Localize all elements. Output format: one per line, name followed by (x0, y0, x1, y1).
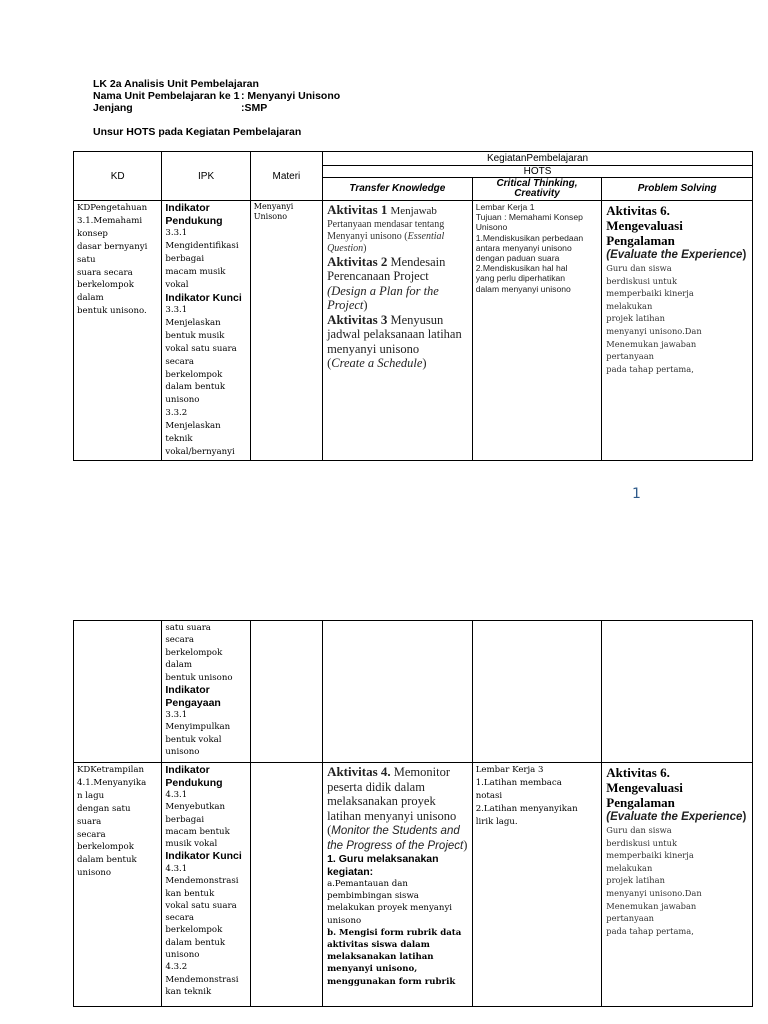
ipk-cell: Indikator Pendukung 3.3.1 Mengidentifikasi berbagai macam musik vokal Indikator Kunci 3.3.1 Menjelaskan bentuk musik vokal satu suara secara berkelompok dalam bentuk unisono 3.3.2 Menjelaskan teknik vokal/bernyanyi (162, 201, 250, 461)
kd-empty-cell (74, 621, 162, 763)
materi-empty-cell-2 (250, 763, 322, 1007)
unit-name-label: Nama Unit Pembelajaran ke 1 (93, 90, 240, 102)
materi-empty-cell (250, 621, 322, 763)
transfer-knowledge-header: Transfer Knowledge (323, 178, 473, 201)
kd-keterampilan-cell: KDKetrampilan 4.1.Menyanyika n lagu dengan satu suara secara berkelompok dalam bentuk unisono (74, 763, 162, 1007)
transfer-empty-cell (323, 621, 473, 763)
aktivitas-3-title: Aktivitas 3 (327, 311, 388, 327)
problem-solving-header: Problem Solving (602, 178, 753, 201)
guru-kegiatan-title: 1. Guru melaksanakan kegiatan: (327, 853, 439, 878)
ipk-header: IPK (162, 152, 250, 201)
level-value: :SMP (241, 102, 268, 114)
critical-thinking-header: Critical Thinking, Creativity (472, 178, 602, 201)
aktivitas-4-title: Aktivitas 4. (327, 764, 391, 779)
level-label: Jenjang (93, 102, 133, 114)
ipk-keterampilan-cell: Indikator Pendukung 4.3.1 Menyebutkan berbagai macam bentuk musik vokal Indikator Kunci 4.3.1 Mendemonstrasi kan bentuk vokal satu suara secara berkelompok dalam bentuk unisono 4.3.2 Mendemonstrasi kan teknik (162, 763, 250, 1007)
aktivitas-6-title: Aktivitas 6. (606, 203, 670, 218)
problem-solving-cell-2: Aktivitas 6. Mengevaluasi Pengalaman (Evaluate the Experience) Guru dan siswa berdiskusi untuk memperbaiki kinerja melakukan projek latihan menyanyi unisono.Dan Menemukan jawaban pertanyaan pada tahap pertama, (602, 763, 753, 1007)
indikator-kunci-title: Indikator Kunci (165, 291, 242, 304)
analysis-table-2 (73, 620, 753, 1007)
transfer-knowledge-cell: Aktivitas 1 Menjawab Pertanyaan mendasar tentang Menyanyi unisono (Essential Question) Aktivitas 2 Mendesain Perencanaan Project (Design a Plan for the Project) Aktivitas 3 Menyusun jadwal pelaksanaan latihan menyanyi unisono (Create a Schedule) (323, 201, 473, 461)
unit-name-value: : Menyanyi Unisono (241, 90, 341, 102)
problem-solving-cell: Aktivitas 6. Mengevaluasi Pengalaman (Evaluate the Experience) Guru dan siswa berdiskusi untuk memperbaiki kinerja melakukan projek latihan menyanyi unisono.Dan Menemukan jawaban pertanyaan pada tahap pertama, (602, 201, 753, 461)
ipk-continued-cell: satu suara secara berkelompok dalam bentuk unisono Indikator Pengayaan 3.3.1 Menyimpulkan bentuk vokal unisono (162, 621, 250, 763)
analysis-table-1 (73, 151, 753, 461)
kd-pengetahuan-cell: KDPengetahuan 3.1.Memahami konsep dasar bernyanyi satu suara secara berkelompok dalam bentuk unisono. (74, 201, 162, 461)
lembar-kerja-3-cell: Lembar Kerja 3 1.Latihan membaca notasi 2.Latihan menyanyikan lirik lagu. (472, 763, 602, 1007)
materi-header: Materi (250, 152, 322, 201)
indikator-pengayaan-title: Indikator Pengayaan (165, 684, 221, 709)
aktivitas-6-title-2: Aktivitas 6. (606, 765, 670, 780)
critical-empty-cell (472, 621, 602, 763)
problem-empty-cell (602, 621, 753, 763)
indikator-pendukung-title: Indikator Pendukung (165, 202, 223, 227)
lembar-kerja-1-cell: Lembar Kerja 1 Tujuan : Memahami Konsep Unisono 1.Mendiskusikan perbedaan antara menyanyi unisono dengan paduan suara 2.Mendiskusikan hal hal yang perlu diperhatikan dalam menyanyi unisono (472, 201, 602, 461)
page-number: 1 (632, 486, 641, 502)
hots-heading: Unsur HOTS pada Kegiatan Pembelajaran (93, 126, 302, 138)
aktivitas-2-title: Aktivitas 2 (327, 253, 388, 269)
materi-cell: Menyanyi Unisono (250, 201, 322, 461)
indikator-pendukung-title-2: Indikator Pendukung (165, 764, 223, 789)
transfer-knowledge-cell-2: Aktivitas 4. Memonitor peserta didik dalam melaksanakan proyek latihan menyanyi unisono (Monitor the Students and the Progress of the Project) 1. Guru melaksanakan kegiatan: a.Pemantauan dan pembimbingan siswa melakukan proyek menyanyi unisono b. Mengisi form rubrik data aktivitas siswa dalam melaksanakan latihan menyanyi unisono, menggunakan form rubrik (323, 763, 473, 1007)
worksheet-title: LK 2a Analisis Unit Pembelajaran (93, 78, 259, 90)
kd-header: KD (74, 152, 162, 201)
aktivitas-1-title: Aktivitas 1 (327, 202, 388, 217)
indikator-kunci-title-2: Indikator Kunci (165, 850, 242, 863)
hots-header: HOTS (323, 166, 753, 178)
kegiatan-header: KegiatanPembelajaran (323, 152, 753, 166)
